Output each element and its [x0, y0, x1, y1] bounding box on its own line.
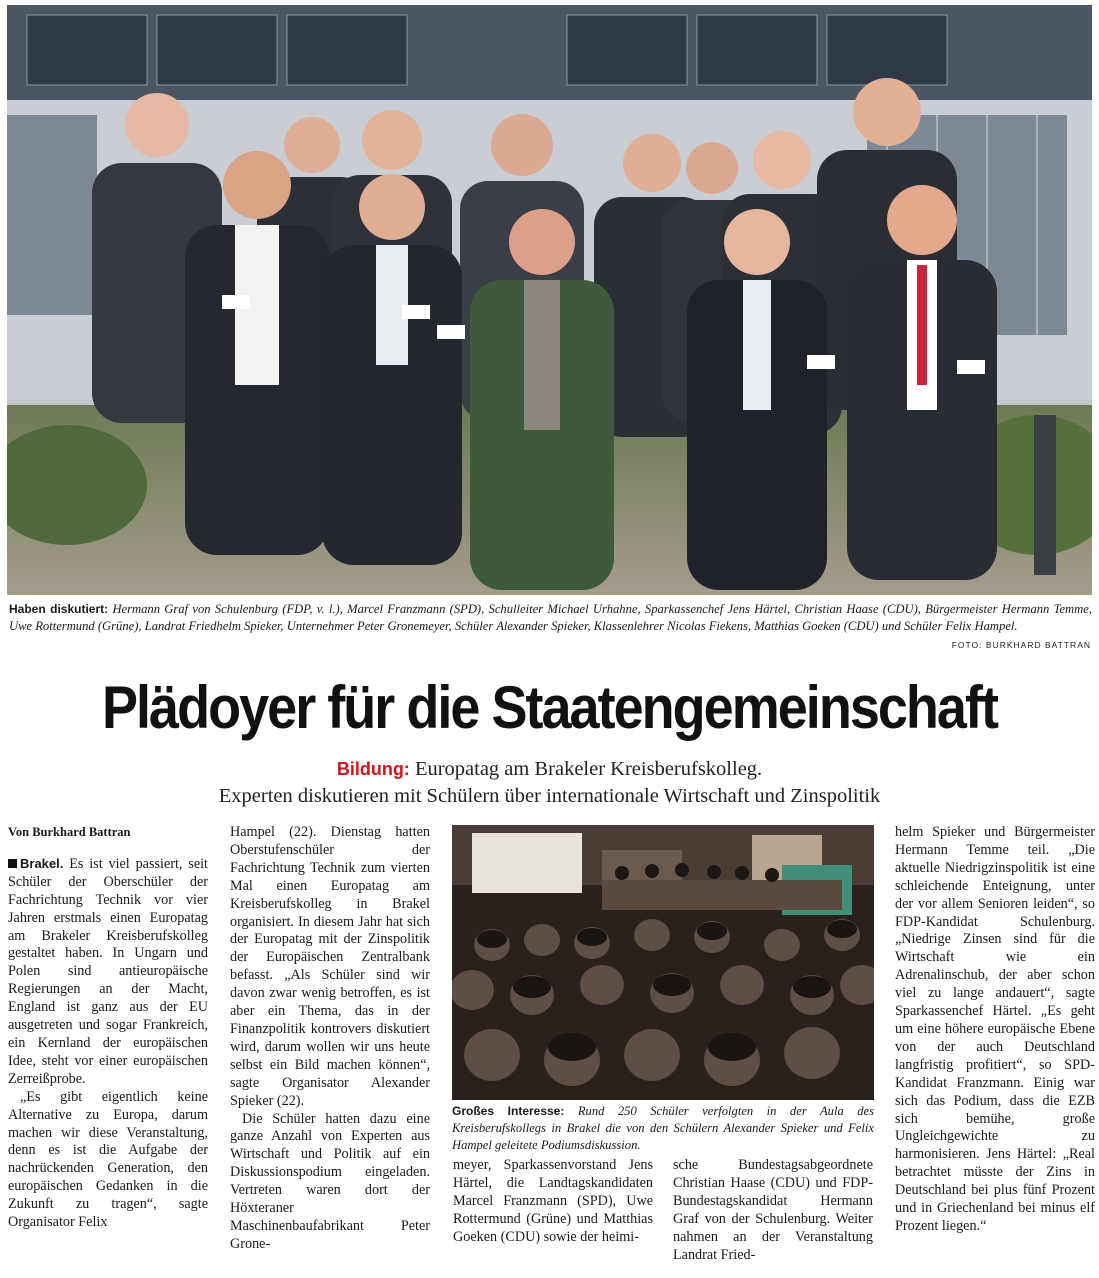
paragraph: meyer, Sparkassenvorstand Jens Härtel, die Landtagskandidaten Marcel Franzmann (SPD), Uwe Rottermund (Grüne) und Matthias Goeken (CDU) sowie der heimi-	[453, 1157, 653, 1245]
subhead-line-2: Experten diskutieren mit Schülern über internationale Wirtschaft und Zinspolitik	[218, 785, 881, 807]
subheadline	[0, 756, 1099, 810]
byline: Von Burkhard Battran	[8, 825, 131, 839]
group-photo	[7, 5, 1092, 595]
article-column-4	[673, 1157, 873, 1264]
article-column-3	[453, 1157, 653, 1247]
caption-lead: Großes Interesse:	[452, 1104, 565, 1118]
caption-text: Rund 250 Schüler verfolgten in der Aula des Kreisberufskollegs in Brakel die von den Schülern Alexander Spieker und Felix Hampel geleitete Podiumsdiskussion.	[452, 1104, 874, 1152]
kicker: Bildung:	[336, 759, 410, 779]
top-photo-caption	[9, 601, 1092, 634]
article-column-5	[895, 824, 1095, 1236]
bullet-square-icon	[8, 859, 17, 868]
paragraph-text: Es ist viel passiert, seit Schüler der Oberschüler der Fachrichtung Technik vor vier Jahren erstmals einen Europatag am Brakeler Kreisberufskolleg gestaltet haben. In Ungarn und Polen sind antieuropäische Regierungen an der Macht, England ist ganz aus der EU ausgetreten und sogar Frankreich, ein Kernland der europäischen Idee, steht vor einer europäischen Zerreißprobe.	[8, 855, 208, 1087]
paragraph: Die Schüler hatten dazu eine ganze Anzahl von Experten aus Wirtschaft und Politik auf ein Diskussionspodium eingeladen. Vertreten waren dort der Höxteraner Maschinenbaufabrikant Peter Grone-	[230, 1110, 430, 1252]
paragraph: helm Spieker und Bürgermeister Hermann Temme teil. „Die aktuelle Niedrigzinspolitik ist eine schleichende Enteignung, unter der vor allem Senioren leiden“, so FDP-Kandidat Schulenburg. „Niedrige Zinsen sind für die Wirtschaft wie ein Adrenalinschub, der aber schon viel zu lange andauert“, sagte Sparkassenchef Härtel. „Es geht um eine höhere europäische Ebene von der auch Deutschland langfristig profitiert“, so SPD-Kandidat Franzmann. Einig war sich das Podium, dass die EZB sich bemühe, große Ungleichgewichte zu harmonisieren. Jens Härtel: „Real betrachtet müsste der Zins in Deutschland bei plus fünf Prozent und in Griechenland bei minus elf Prozent liegen.“	[895, 824, 1095, 1234]
subhead-line-1: Europatag am Brakeler Kreisberufskolleg.	[414, 758, 763, 780]
paragraph: sche Bundestagsabgeordnete Christian Haase (CDU) und FDP-Bundestagskandidat Hermann Graf von der Schulenburg. Weiter nahmen an der Veranstaltung Landrat Fried-	[673, 1157, 873, 1263]
dateline: Brakel.	[20, 855, 64, 871]
caption-text: Hermann Graf von Schulenburg (FDP, v. l.), Marcel Franzmann (SPD), Schulleiter Michael Urhahne, Sparkassenchef Jens Härtel, Christian Haase (CDU), Bürgermeister Hermann Temme, Uwe Rottermund (Grüne), Landrat Friedhelm Spieker, Unternehmer Peter Gronemeyer, Schüler Alexander Spieker, Klassenlehrer Nicolas Fiekens, Matthias Goeken (CDU) und Schüler Felix Hampel.	[9, 602, 1092, 633]
article-column-1	[8, 824, 208, 1232]
photo-credit: FOTO: BURKHARD BATTRAN	[951, 640, 1091, 650]
paragraph: „Es gibt eigentlich keine Alternative zu Europa, darum machen wir diese Veranstaltung, denn es ist die Aufgabe der nachrückenden Generation, den europäischen Gedanken in die Zukunft zu tragen“, sagte Organisator Felix	[8, 1088, 208, 1231]
headline: Plädoyer für die Staatengemeinschaft	[101, 674, 997, 741]
paragraph: Hampel (22). Dienstag hatten Oberstufenschüler der Fachrichtung Technik zum vierten Mal einen Europatag am Kreisberufskolleg in Brakel organisiert. In diesem Jahr hat sich der Europatag mit der Zinspolitik der Europäischen Zentralbank befasst. „Als Schüler sind wir davon zwar wenig betroffen, es ist aber ein Thema, das in der Finanzpolitik kontrovers diskutiert wird, darum wollen wir uns heute selbst ein Bild machen können“, sagte Organisator Alexander Spieker (22).	[230, 824, 430, 1109]
audience-photo	[452, 825, 874, 1100]
audience-photo-caption	[452, 1103, 874, 1153]
article-column-2	[230, 824, 430, 1254]
caption-lead: Haben diskutiert:	[9, 602, 109, 616]
paragraph	[8, 855, 208, 1089]
